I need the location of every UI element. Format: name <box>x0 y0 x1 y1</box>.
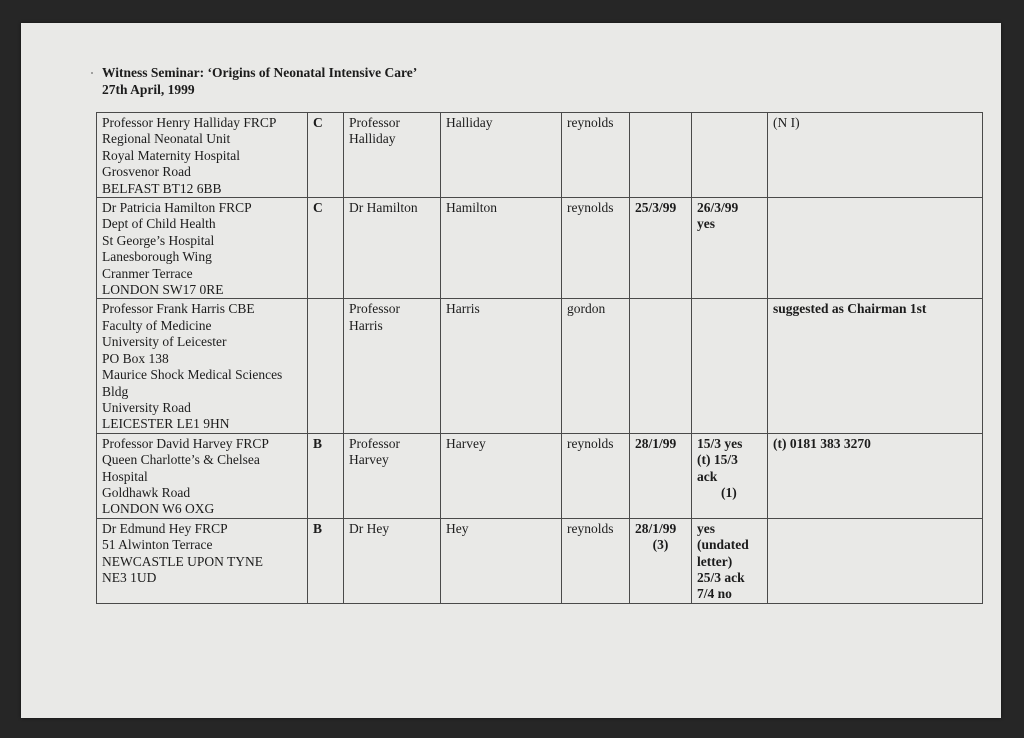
paper-speck <box>91 72 93 74</box>
table-row <box>97 113 983 198</box>
reply-line: ack <box>697 468 718 484</box>
reply-cell <box>692 518 768 603</box>
date-sent-cell <box>630 113 692 198</box>
address-line: Professor Frank Harris CBE <box>102 301 255 317</box>
address-line: Royal Maternity Hospital <box>102 147 240 163</box>
date-sent-cell <box>630 299 692 433</box>
reply-cell <box>692 198 768 299</box>
address-cell <box>97 433 308 518</box>
salutation-line: Dr Hey <box>349 520 390 536</box>
address-line: 51 Alwinton Terrace <box>102 537 213 553</box>
address-line: LEICESTER LE1 9HN <box>102 416 230 432</box>
table-row <box>97 198 983 299</box>
seminar-date: 27th April, 1999 <box>102 82 195 97</box>
address-line: Professor David Harvey FRCP <box>102 435 269 451</box>
date-sent-cell <box>630 518 692 603</box>
reply-cell <box>692 433 768 518</box>
handler-cell: reynolds <box>562 518 630 603</box>
category-code-cell: C <box>308 198 344 299</box>
address-line: Dept of Child Health <box>102 216 216 232</box>
address-line: Dr Patricia Hamilton FRCP <box>102 200 252 216</box>
reply-cell <box>692 113 768 198</box>
surname-cell: Hey <box>441 518 562 603</box>
salutation-line: Professor <box>349 115 400 130</box>
address-cell <box>97 113 308 198</box>
reply-line: yes <box>697 520 715 536</box>
reply-line: 26/3/99 <box>697 200 739 216</box>
notes-cell <box>768 198 983 299</box>
notes-cell: (N I) <box>768 113 983 198</box>
address-line: NE3 1UD <box>102 569 157 585</box>
reply-cell <box>692 299 768 433</box>
salutation-cell <box>344 433 441 518</box>
salutation-cell <box>344 518 441 603</box>
salutation-cell <box>344 113 441 198</box>
address-line: Queen Charlotte’s & Chelsea <box>102 452 260 468</box>
salutation-line: Professor <box>349 435 400 451</box>
address-line: Regional Neonatal Unit <box>102 131 231 147</box>
notes-cell: (t) 0181 383 3270 <box>768 433 983 518</box>
address-line: University Road <box>102 399 191 415</box>
handler-cell: gordon <box>562 299 630 433</box>
address-line: Professor Henry Halliday FRCP <box>102 115 277 130</box>
surname-cell: Halliday <box>441 113 562 198</box>
address-cell <box>97 299 308 433</box>
salutation-cell <box>344 198 441 299</box>
notes-cell <box>768 518 983 603</box>
participant-table <box>96 112 983 604</box>
date-sent-line: (3) <box>652 537 669 553</box>
address-line: PO Box 138 <box>102 350 169 366</box>
surname-cell: Hamilton <box>441 198 562 299</box>
seminar-title: Witness Seminar: ‘Origins of Neonatal Intensive Care’ <box>102 65 418 80</box>
address-line: Grosvenor Road <box>102 164 191 180</box>
address-line: LONDON W6 OXG <box>102 501 215 517</box>
address-cell <box>97 518 308 603</box>
reply-line: (t) 15/3 <box>697 452 738 468</box>
address-line: BELFAST BT12 6BB <box>102 180 222 196</box>
address-cell <box>97 198 308 299</box>
address-line: Hospital <box>102 468 148 484</box>
address-line: Goldhawk Road <box>102 484 191 500</box>
address-line: Maurice Shock Medical Sciences <box>102 367 283 383</box>
handler-cell: reynolds <box>562 113 630 198</box>
reply-line: letter) <box>697 553 733 569</box>
category-code-cell: C <box>308 113 344 198</box>
address-line: Bldg <box>102 383 129 399</box>
document-heading <box>102 64 417 98</box>
date-sent-cell <box>630 433 692 518</box>
table-row <box>97 299 983 433</box>
reply-line: (1) <box>721 484 737 500</box>
date-sent-cell <box>630 198 692 299</box>
address-line: Lanesborough Wing <box>102 249 212 265</box>
category-code-cell: B <box>308 433 344 518</box>
surname-cell: Harris <box>441 299 562 433</box>
category-code-cell: B <box>308 518 344 603</box>
salutation-cell <box>344 299 441 433</box>
reply-line: 7/4 no <box>697 586 732 602</box>
address-line: Dr Edmund Hey FRCP <box>102 520 228 536</box>
handler-cell: reynolds <box>562 433 630 518</box>
salutation-line: Harvey <box>349 452 389 468</box>
notes-cell: suggested as Chairman 1st <box>768 299 983 433</box>
reply-line: 15/3 yes <box>697 435 743 451</box>
reply-line: 25/3 ack <box>697 569 745 585</box>
address-line: Cranmer Terrace <box>102 265 193 281</box>
address-line: Faculty of Medicine <box>102 317 212 333</box>
date-sent-line: 25/3/99 <box>635 200 677 216</box>
table-row <box>97 518 983 603</box>
document-page <box>21 23 1001 718</box>
reply-line: (undated <box>697 537 749 553</box>
date-sent-line: 28/1/99 <box>635 520 677 536</box>
salutation-line: Dr Hamilton <box>349 200 418 216</box>
salutation-line: Professor <box>349 301 400 317</box>
address-line: St George’s Hospital <box>102 232 215 248</box>
address-line: University of Leicester <box>102 334 227 350</box>
surname-cell: Harvey <box>441 433 562 518</box>
address-line: LONDON SW17 0RE <box>102 282 224 298</box>
salutation-line: Harris <box>349 317 383 333</box>
table-row <box>97 433 983 518</box>
category-code-cell <box>308 299 344 433</box>
reply-line: yes <box>697 216 715 232</box>
salutation-line: Halliday <box>349 131 396 147</box>
date-sent-line: 28/1/99 <box>635 435 677 451</box>
handler-cell: reynolds <box>562 198 630 299</box>
address-line: NEWCASTLE UPON TYNE <box>102 553 263 569</box>
